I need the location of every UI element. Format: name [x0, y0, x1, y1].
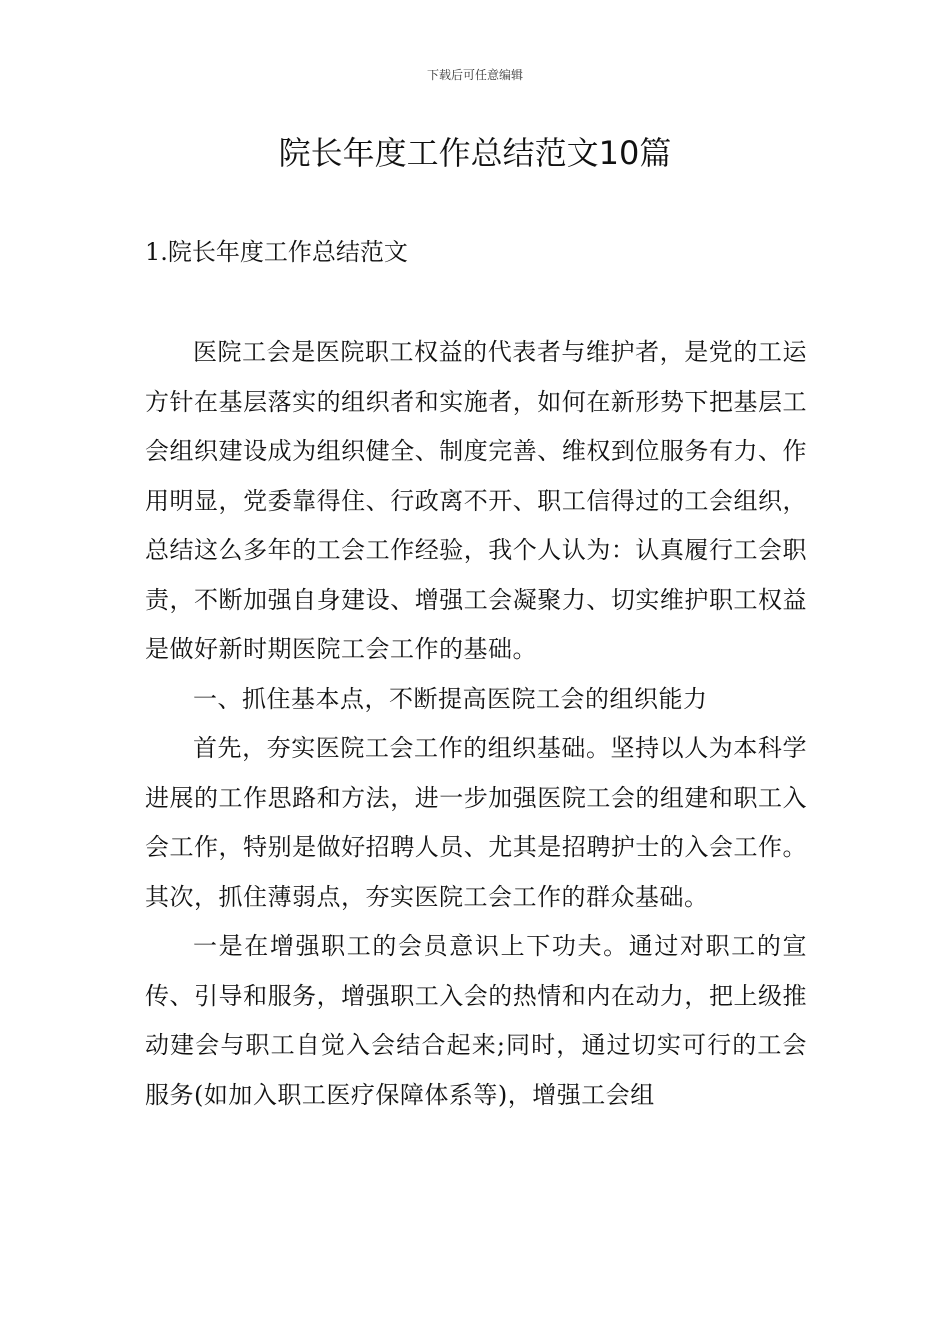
section-heading: 1.院长年度工作总结范文	[145, 238, 408, 266]
paragraph-first: 首先，夯实医院工会工作的组织基础。坚持以人为本科学进展的工作思路和方法，进一步加强医院工会的组建和职工入会工作，特别是做好招聘人员、尤其是招聘护士的入会工作。其次，抓住薄弱点，夯实医院工会工作的群众基础。	[145, 734, 807, 911]
paragraph-intro: 医院工会是医院职工权益的代表者与维护者，是党的工运方针在基层落实的组织者和实施者，如何在新形势下把基层工会组织建设成为组织健全、制度完善、维权到位服务有力、作用明显，党委靠得住、行政离不开、职工信得过的工会组织，总结这么多年的工会工作经验，我个人认为：认真履行工会职责，不断加强自身建设、增强工会凝聚力、切实维护职工权益是做好新时期医院工会工作的基础。	[145, 338, 807, 663]
document-body	[145, 328, 807, 1120]
paragraph-second: 一是在增强职工的会员意识上下功夫。通过对职工的宣传、引导和服务，增强职工入会的热情和内在动力，把上级推动建会与职工自觉入会结合起来;同时，通过切实可行的工会服务(如加入职工医疗保障体系等)，增强工会组	[145, 932, 807, 1109]
header-note: 下载后可任意编辑	[426, 68, 523, 82]
paragraph-heading-one: 一、抓住基本点，不断提高医院工会的组织能力	[193, 684, 708, 713]
document-title: 院长年度工作总结范文10篇	[278, 134, 672, 172]
